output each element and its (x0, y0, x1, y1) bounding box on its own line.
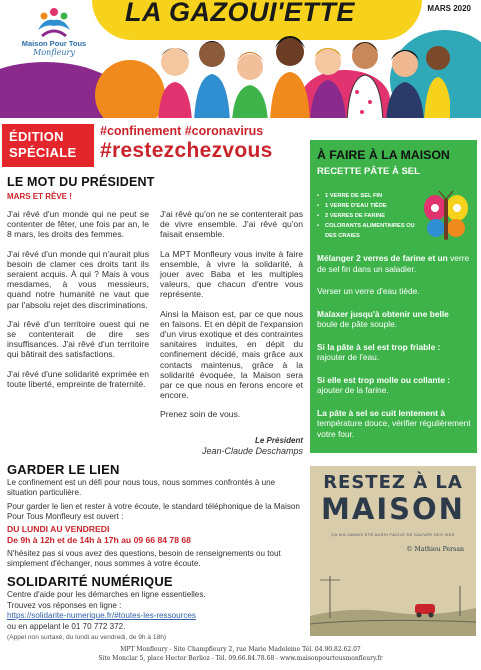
edition-badge (2, 124, 94, 167)
edition-line-1: ÉDITION (9, 129, 64, 144)
step-bold: La pâte à sel se cuit lentement à (317, 407, 446, 418)
recipe-step-4 (317, 342, 471, 363)
list-item: • 2 VERRES DE FARINE (317, 211, 417, 221)
logo (8, 6, 100, 57)
paragraph: J'ai rêvé d'un territoire ouest qui ne se contenterait de dire ses insuffisances. J'ai rêvé d'un territoire qui bâtirait des satisfactions. (7, 318, 149, 360)
paragraph: J'ai rêvé qu'on ne se contenterait pas de vivre ensemble. J'ai rêvé qu'on faisait ensemble. (160, 209, 303, 240)
solidarite-note: (Appel non surtaxé, du lundi au vendredi, de 9h à 18h) (7, 634, 167, 641)
paragraph: J'ai rêvé d'une solidarité exprimée en toute liberté, empreinte de fraternité. (7, 368, 149, 389)
hours-days: DU LUNDI AU VENDREDI (7, 524, 110, 534)
signature-role: Le Président (254, 436, 303, 445)
edition-line-2: SPÉCIALE (9, 145, 77, 160)
people-illustration (150, 22, 450, 118)
recipe-step-2: Verser un verre d'eau tiède. (317, 286, 420, 296)
list-item: • COLORANTS ALIMENTAIRES OU DES CRAIES (317, 221, 417, 241)
step-text: boule de pâte souple. (317, 319, 398, 329)
list-item: • 1 VERRE DE SEL FIN (317, 191, 417, 201)
signature-name: Jean-Claude Deschamps (201, 446, 303, 456)
president-column-2 (160, 209, 303, 429)
footer-line-2: Site Monclar 5, place Hector Berlioz - Tél. 09.66.84.78.68 - www.maisonpourtousmonfleury.fr (98, 655, 383, 662)
step-bold: Mélanger 2 verres de farine et un (317, 253, 448, 263)
lien-paragraph-2: Pour garder le lien et rester à votre écoute, le standard téléphonique de la Maison Pour Tous Monfleury est ouvert : (7, 502, 300, 521)
solidarite-heading: SOLIDARITÉ NUMÉRIQUE (7, 574, 173, 589)
step-text: rajouter de l'eau. (317, 352, 380, 362)
step-text: ajouter de la farine. (317, 385, 389, 395)
lien-paragraph-3: N'hésitez pas si vous avez des questions, besoin de renseignements ou tout simplement d'échanger, nous sommes à votre écoute. (7, 549, 281, 568)
step-text: température douce, vérifier régulièrement votre four. (317, 418, 471, 439)
footer-line-1: MPT Monfleury - Site Champfleury 2, rue Marie Madeleine Tél. 04.90.82.62.07 (120, 646, 361, 653)
step-bold: Si elle est trop molle ou collante : (317, 374, 451, 385)
solidarite-paragraph-2: Trouvez vos réponses en ligne : (7, 601, 122, 610)
recipe-step-5 (317, 375, 471, 396)
hashtags-small: #confinement #coronavirus (100, 124, 264, 138)
newsletter-title: LA GAZOUI'ETTE (125, 0, 355, 27)
logo-name: Maison Pour Tous (21, 39, 87, 48)
hashtags (100, 124, 305, 163)
president-column-1 (7, 209, 149, 398)
book-title-line-2: MAISON (321, 492, 465, 526)
step-bold: Malaxer jusqu'à obtenir une belle (317, 308, 449, 319)
book-cover-image (310, 466, 476, 636)
paragraph: J'ai rêvé d'un monde qui n'aurait plus besoin de clamer ces droits tant ils seraient acquis. À qui ? Mais à vous mesdames, à vous messieurs, quand notre humanité ne vaut que par l'absolu rejet des discriminations. (7, 248, 149, 310)
book-tagline: ÇA N'A JAMAIS ÉTÉ AUSSI FACILE DE SAUVER DES VIES (331, 532, 455, 537)
recipe-step-6 (317, 408, 471, 440)
president-heading: LE MOT DU PRÉSIDENT (7, 175, 155, 189)
header-banner (0, 0, 481, 118)
lien-paragraph-1: Le confinement est un défi pour nous tous, nous sommes confrontés à une situation particulière. (7, 478, 276, 497)
hashtag-main: #restezchezvous (100, 139, 273, 162)
logo-subtitle: Monfleury (33, 48, 75, 57)
step-bold: Si la pâte à sel est trop friable : (317, 341, 441, 352)
paragraph: J'ai rêvé d'un monde qui ne peut se contenter de fêter, une fois par an, le 8 mars, les droits des femmes. (7, 209, 149, 240)
signature (160, 436, 303, 456)
landscape-illustration (310, 556, 476, 636)
hours-phone: De 9h à 12h et de 14h à 17h au 09 66 84 78 68 (7, 535, 191, 545)
solidarite-link[interactable]: https://solidarite-numerique.fr/#toutes-les-ressources (7, 611, 196, 620)
paragraph: Ainsi la Maison est, par ce que nous en faisons. Et en dépit de l'expansion d'un virus exotique et des contraintes sanitaires induites, en dépit du confinement décidé, mais grâce aux contacts maintenus, grâce à la solidarité évoquée, la Maison sera par ce que nous en ferons encore et encore. (160, 308, 303, 401)
paragraph: La MPT Monfleury vous invite à faire ensemble, à vivre la solidarité, à jouer avec Baba et les multiples valeurs, que chacun d'entre vous représente. (160, 248, 303, 300)
list-item: • 1 VERRE D'EAU TIÈDE (317, 201, 417, 211)
paragraph: Prenez soin de vous. (160, 409, 241, 420)
solidarite-paragraph-1: Centre d'aide pour les démarches en ligne essentielles. (7, 590, 206, 599)
solidarite-phone: ou en appelant le 01 70 772 372. (7, 622, 126, 631)
recipe-step-1 (317, 253, 471, 274)
president-subtitle: MARS ET RÊVE ! (7, 192, 72, 201)
step-text: verre de sel fin dans un saladier. (317, 253, 470, 274)
book-author: © Mathieu Persan (406, 546, 464, 553)
mpt-logo-icon (34, 6, 74, 38)
butterfly-icon (423, 190, 469, 244)
recipe-step-3 (317, 309, 471, 330)
ingredient-list (317, 191, 417, 241)
lien-heading: GARDER LE LIEN (7, 462, 120, 477)
recipe-panel (310, 140, 477, 453)
issue-date: MARS 2020 (427, 4, 471, 13)
recipe-subtitle: RECETTE PÂTE À SEL (317, 166, 420, 177)
recipe-heading: À FAIRE À LA MAISON (317, 148, 450, 162)
book-title-line-1: RESTEZ À LA (323, 472, 463, 493)
footer (0, 645, 481, 663)
